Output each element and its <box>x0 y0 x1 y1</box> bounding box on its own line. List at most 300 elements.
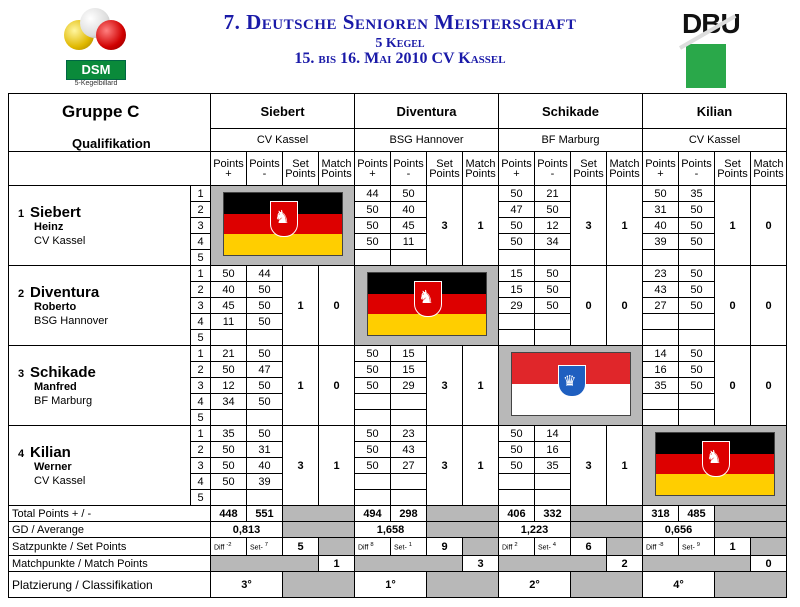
red-ball-icon <box>96 20 126 50</box>
player-number: 2 <box>17 288 25 300</box>
total-set-points: 1 <box>715 538 751 556</box>
points-plus <box>211 330 247 346</box>
points-plus: 29 <box>499 298 535 314</box>
player-first-name: Heinz <box>34 221 64 233</box>
points-minus: 50 <box>679 202 715 218</box>
diff-value: 8 <box>370 541 374 548</box>
set-number: 4 <box>191 474 211 490</box>
points-minus: 50 <box>679 218 715 234</box>
horse-crest-icon: ♞ <box>414 281 442 317</box>
points-plus <box>499 474 535 490</box>
points-plus: 34 <box>211 394 247 410</box>
subheader-points-plus: Points + <box>211 152 247 186</box>
points-plus: 50 <box>355 234 391 250</box>
set-diff-label: Set- <box>682 544 695 552</box>
points-minus: 34 <box>535 234 571 250</box>
set-points: 1 <box>283 346 319 426</box>
total-points-minus: 332 <box>535 506 571 522</box>
subheader-points-plus: Points + <box>643 152 679 186</box>
points-minus: 23 <box>391 426 427 442</box>
dsm-subtitle: 5-Kegelbillard <box>74 80 118 87</box>
points-plus: 14 <box>643 346 679 362</box>
set-points: 0 <box>715 346 751 426</box>
points-plus: 45 <box>211 298 247 314</box>
points-minus <box>247 490 283 506</box>
billiard-cloth-icon <box>686 44 726 88</box>
points-plus <box>643 314 679 330</box>
subheader-points-plus: Points + <box>355 152 391 186</box>
diff-cell <box>211 538 247 556</box>
points-plus: 15 <box>499 266 535 282</box>
set-number: 4 <box>191 234 211 250</box>
points-minus: 50 <box>679 234 715 250</box>
points-plus: 21 <box>211 346 247 362</box>
points-plus: 50 <box>211 442 247 458</box>
gd-average: 0,656 <box>643 522 715 538</box>
points-plus <box>499 490 535 506</box>
points-minus <box>535 250 571 266</box>
points-plus: 40 <box>643 218 679 234</box>
points-plus <box>643 250 679 266</box>
points-minus: 16 <box>535 442 571 458</box>
set-number: 1 <box>191 186 211 202</box>
page-subtitle: 5 Kegel <box>375 36 425 51</box>
points-plus <box>355 410 391 426</box>
points-plus: 50 <box>355 346 391 362</box>
points-minus: 40 <box>391 202 427 218</box>
points-plus: 50 <box>499 186 535 202</box>
match-points: 0 <box>319 266 355 346</box>
subheader-match-points: Match Points <box>463 152 499 186</box>
set-number: 4 <box>191 314 211 330</box>
subheader-set-points: Set Points <box>427 152 463 186</box>
column-player-name: Schikade <box>499 94 643 129</box>
classification: 4° <box>643 572 715 598</box>
total-points-plus: 318 <box>643 506 679 522</box>
points-minus: 14 <box>535 426 571 442</box>
column-player-name: Kilian <box>643 94 787 129</box>
column-player-name: Diventura <box>355 94 499 129</box>
set-number: 1 <box>191 426 211 442</box>
set-number: 2 <box>191 282 211 298</box>
points-plus: 27 <box>643 298 679 314</box>
points-plus: 23 <box>643 266 679 282</box>
points-minus <box>535 314 571 330</box>
dsm-badge: DSM <box>66 60 126 80</box>
satz-filler <box>607 538 643 556</box>
total-points-minus: 298 <box>391 506 427 522</box>
event-dates: 15. bis 16. Mai 2010 CV Kassel <box>294 50 506 67</box>
points-minus: 50 <box>247 298 283 314</box>
points-plus: 50 <box>355 362 391 378</box>
points-minus: 50 <box>247 314 283 330</box>
match-points: 1 <box>319 426 355 506</box>
set-number: 2 <box>191 442 211 458</box>
points-minus <box>535 490 571 506</box>
summary-label-gd: GD / Averange <box>9 522 211 538</box>
match-filler <box>643 556 751 572</box>
set-points: 1 <box>715 186 751 266</box>
points-minus: 40 <box>247 458 283 474</box>
set-diff-value: 1 <box>408 541 413 548</box>
subheader-points-plus: Points + <box>499 152 535 186</box>
points-plus: 47 <box>499 202 535 218</box>
set-number: 3 <box>191 458 211 474</box>
points-minus: 44 <box>247 266 283 282</box>
points-minus: 11 <box>391 234 427 250</box>
points-minus: 35 <box>535 458 571 474</box>
total-filler <box>715 506 787 522</box>
player-club: BF Marburg <box>34 395 93 407</box>
match-points: 1 <box>607 186 643 266</box>
total-set-points: 9 <box>427 538 463 556</box>
points-plus: 39 <box>643 234 679 250</box>
summary-label-total: Total Points + / - <box>9 506 211 522</box>
points-minus <box>679 250 715 266</box>
points-plus <box>499 314 535 330</box>
subheader-set-points: Set Points <box>283 152 319 186</box>
set-diff-label: Set- <box>538 544 551 552</box>
points-plus: 35 <box>211 426 247 442</box>
summary-label-place: Platzierung / Classifikation <box>9 572 211 598</box>
set-points: 3 <box>427 346 463 426</box>
player-number: 3 <box>17 368 25 380</box>
points-minus: 15 <box>391 362 427 378</box>
group-header-filler <box>9 152 211 186</box>
diff-label: Diff <box>214 544 225 552</box>
points-plus: 50 <box>355 458 391 474</box>
column-player-club: CV Kassel <box>643 129 787 152</box>
flag-cell <box>643 426 787 506</box>
diff-value: 2 <box>514 541 518 548</box>
points-plus: 44 <box>355 186 391 202</box>
subheader-points-minus: Points - <box>247 152 283 186</box>
gd-average: 1,658 <box>355 522 427 538</box>
horse-crest-icon: ♞ <box>702 441 730 477</box>
points-minus: 50 <box>247 378 283 394</box>
set-diff-cell <box>679 538 715 556</box>
points-plus <box>355 394 391 410</box>
points-plus <box>643 394 679 410</box>
points-minus <box>679 410 715 426</box>
points-minus: 15 <box>391 346 427 362</box>
points-plus: 50 <box>211 458 247 474</box>
niedersachsen-flag <box>367 272 487 336</box>
diff-value: -8 <box>658 541 664 548</box>
set-diff-label: Set- <box>394 544 407 552</box>
classification: 2° <box>499 572 571 598</box>
subheader-match-points: Match Points <box>607 152 643 186</box>
points-plus: 50 <box>355 202 391 218</box>
dbu-logo-text: DBU <box>682 8 740 39</box>
match-points: 1 <box>607 426 643 506</box>
points-minus: 47 <box>247 362 283 378</box>
points-minus <box>679 394 715 410</box>
diff-label: Diff <box>646 544 657 552</box>
flag-cell <box>499 346 643 426</box>
points-minus: 29 <box>391 378 427 394</box>
points-minus: 50 <box>679 346 715 362</box>
points-plus: 50 <box>499 218 535 234</box>
points-minus: 50 <box>679 266 715 282</box>
player-club: CV Kassel <box>34 475 86 487</box>
satz-filler <box>319 538 355 556</box>
summary-label-satz: Satzpunkte / Set Points <box>9 538 211 556</box>
points-plus <box>355 250 391 266</box>
dsm-logo <box>58 8 134 92</box>
points-minus: 50 <box>247 282 283 298</box>
set-number: 5 <box>191 410 211 426</box>
points-plus: 50 <box>211 266 247 282</box>
points-minus: 50 <box>679 298 715 314</box>
player-last-name: Kilian <box>30 444 71 461</box>
diff-cell <box>643 538 679 556</box>
set-diff-cell <box>247 538 283 556</box>
set-points: 1 <box>283 266 319 346</box>
set-number: 5 <box>191 330 211 346</box>
match-filler <box>211 556 319 572</box>
points-plus: 50 <box>355 426 391 442</box>
points-plus: 16 <box>643 362 679 378</box>
points-minus: 21 <box>535 186 571 202</box>
satz-filler <box>463 538 499 556</box>
player-first-name: Manfred <box>34 381 77 393</box>
column-player-club: BF Marburg <box>499 129 643 152</box>
set-number: 2 <box>191 362 211 378</box>
points-minus <box>391 250 427 266</box>
page-title: 7. Deutsche Senioren Meisterschaft <box>223 10 577 34</box>
total-set-points: 5 <box>283 538 319 556</box>
points-plus: 43 <box>643 282 679 298</box>
match-points: 0 <box>751 186 787 266</box>
player-club: CV Kassel <box>34 235 86 247</box>
total-filler <box>283 506 355 522</box>
player-number: 1 <box>17 208 25 220</box>
subheader-set-points: Set Points <box>715 152 751 186</box>
column-player-name: Siebert <box>211 94 355 129</box>
points-minus: 50 <box>535 202 571 218</box>
points-plus: 50 <box>355 378 391 394</box>
match-points: 0 <box>607 266 643 346</box>
set-points: 3 <box>571 186 607 266</box>
player-last-name: Diventura <box>30 284 100 301</box>
set-diff-cell <box>535 538 571 556</box>
player-cell <box>9 266 191 346</box>
gd-average: 0,813 <box>211 522 283 538</box>
diff-label: Diff <box>502 544 513 552</box>
subheader-points-minus: Points - <box>391 152 427 186</box>
points-minus: 27 <box>391 458 427 474</box>
diff-cell <box>355 538 391 556</box>
total-set-points: 6 <box>571 538 607 556</box>
points-minus <box>391 490 427 506</box>
gd-filler <box>283 522 355 538</box>
points-plus: 15 <box>499 282 535 298</box>
points-plus <box>211 410 247 426</box>
player-cell <box>9 426 191 506</box>
points-plus: 50 <box>211 362 247 378</box>
set-number: 4 <box>191 394 211 410</box>
subheader-points-minus: Points - <box>535 152 571 186</box>
gd-filler <box>571 522 643 538</box>
set-number: 2 <box>191 202 211 218</box>
points-minus: 50 <box>679 362 715 378</box>
points-minus: 50 <box>247 426 283 442</box>
points-plus <box>643 410 679 426</box>
match-points: 0 <box>751 346 787 426</box>
points-plus: 35 <box>643 378 679 394</box>
points-plus: 50 <box>499 426 535 442</box>
place-filler <box>427 572 499 598</box>
points-minus <box>391 410 427 426</box>
total-points-plus: 406 <box>499 506 535 522</box>
niedersachsen-flag <box>655 432 775 496</box>
total-filler <box>427 506 499 522</box>
niedersachsen-flag <box>223 192 343 256</box>
points-plus: 50 <box>499 458 535 474</box>
subheader-match-points: Match Points <box>751 152 787 186</box>
points-minus: 12 <box>535 218 571 234</box>
points-minus <box>535 330 571 346</box>
points-plus <box>643 330 679 346</box>
points-minus: 45 <box>391 218 427 234</box>
set-points: 0 <box>715 266 751 346</box>
match-filler <box>499 556 607 572</box>
lion-crest-icon: ♛ <box>558 365 586 397</box>
match-points: 0 <box>751 266 787 346</box>
place-filler <box>571 572 643 598</box>
points-plus: 50 <box>499 442 535 458</box>
points-minus: 31 <box>247 442 283 458</box>
player-last-name: Siebert <box>30 204 81 221</box>
group-phase: Qualifikation <box>72 136 151 151</box>
classification: 1° <box>355 572 427 598</box>
total-match-points: 0 <box>751 556 787 572</box>
total-points-plus: 448 <box>211 506 247 522</box>
flag-cell <box>211 186 355 266</box>
points-plus <box>355 490 391 506</box>
player-number: 4 <box>17 448 25 460</box>
match-filler <box>355 556 463 572</box>
satz-filler <box>751 538 787 556</box>
set-number: 1 <box>191 346 211 362</box>
points-minus <box>535 474 571 490</box>
total-match-points: 1 <box>319 556 355 572</box>
points-minus: 50 <box>247 346 283 362</box>
points-plus <box>355 474 391 490</box>
points-minus <box>391 474 427 490</box>
set-points: 3 <box>427 186 463 266</box>
diff-cell <box>499 538 535 556</box>
points-plus: 50 <box>499 234 535 250</box>
points-minus <box>679 330 715 346</box>
set-diff-value: 7 <box>264 541 269 548</box>
set-points: 3 <box>427 426 463 506</box>
subheader-match-points: Match Points <box>319 152 355 186</box>
points-plus: 50 <box>355 442 391 458</box>
total-points-plus: 494 <box>355 506 391 522</box>
results-table <box>8 93 787 598</box>
header-title-block <box>150 10 650 68</box>
total-points-minus: 485 <box>679 506 715 522</box>
column-player-club: BSG Hannover <box>355 129 499 152</box>
gd-filler <box>715 522 787 538</box>
points-plus <box>499 330 535 346</box>
set-number: 3 <box>191 298 211 314</box>
set-number: 3 <box>191 378 211 394</box>
subheader-points-minus: Points - <box>679 152 715 186</box>
set-number: 1 <box>191 266 211 282</box>
subheader-set-points: Set Points <box>571 152 607 186</box>
points-minus: 50 <box>247 394 283 410</box>
hessen-flag <box>511 352 631 416</box>
total-points-minus: 551 <box>247 506 283 522</box>
set-diff-value: 9 <box>696 541 701 548</box>
gd-average: 1,223 <box>499 522 571 538</box>
place-filler <box>283 572 355 598</box>
points-minus: 50 <box>535 282 571 298</box>
points-minus: 43 <box>391 442 427 458</box>
set-points: 3 <box>571 426 607 506</box>
player-club: BSG Hannover <box>34 315 108 327</box>
set-number: 3 <box>191 218 211 234</box>
points-plus: 12 <box>211 378 247 394</box>
set-number: 5 <box>191 250 211 266</box>
gd-filler <box>427 522 499 538</box>
points-minus <box>247 330 283 346</box>
points-plus: 50 <box>643 186 679 202</box>
page-header <box>0 0 800 92</box>
summary-label-match: Matchpunkte / Match Points <box>9 556 211 572</box>
total-filler <box>571 506 643 522</box>
points-minus: 35 <box>679 186 715 202</box>
group-name: Gruppe C <box>62 102 140 121</box>
place-filler <box>715 572 787 598</box>
set-diff-label: Set- <box>250 544 263 552</box>
points-minus: 50 <box>391 186 427 202</box>
points-plus <box>211 490 247 506</box>
points-minus: 50 <box>535 298 571 314</box>
dbu-logo <box>680 8 742 88</box>
set-diff-value: 4 <box>552 541 557 548</box>
match-points: 0 <box>319 346 355 426</box>
total-match-points: 2 <box>607 556 643 572</box>
set-number: 5 <box>191 490 211 506</box>
player-first-name: Roberto <box>34 301 77 313</box>
points-minus: 50 <box>535 266 571 282</box>
points-plus: 50 <box>355 218 391 234</box>
points-plus: 31 <box>643 202 679 218</box>
points-minus <box>679 314 715 330</box>
points-plus: 50 <box>211 474 247 490</box>
player-last-name: Schikade <box>30 364 96 381</box>
points-minus: 50 <box>679 282 715 298</box>
set-diff-cell <box>391 538 427 556</box>
horse-crest-icon: ♞ <box>270 201 298 237</box>
flag-cell <box>355 266 499 346</box>
classification: 3° <box>211 572 283 598</box>
points-plus: 11 <box>211 314 247 330</box>
diff-value: -2 <box>226 541 232 548</box>
points-plus <box>499 250 535 266</box>
player-first-name: Werner <box>34 461 72 473</box>
points-minus: 39 <box>247 474 283 490</box>
group-header-cell <box>9 94 211 152</box>
player-cell <box>9 186 191 266</box>
points-plus: 40 <box>211 282 247 298</box>
match-points: 1 <box>463 426 499 506</box>
points-minus: 50 <box>679 378 715 394</box>
